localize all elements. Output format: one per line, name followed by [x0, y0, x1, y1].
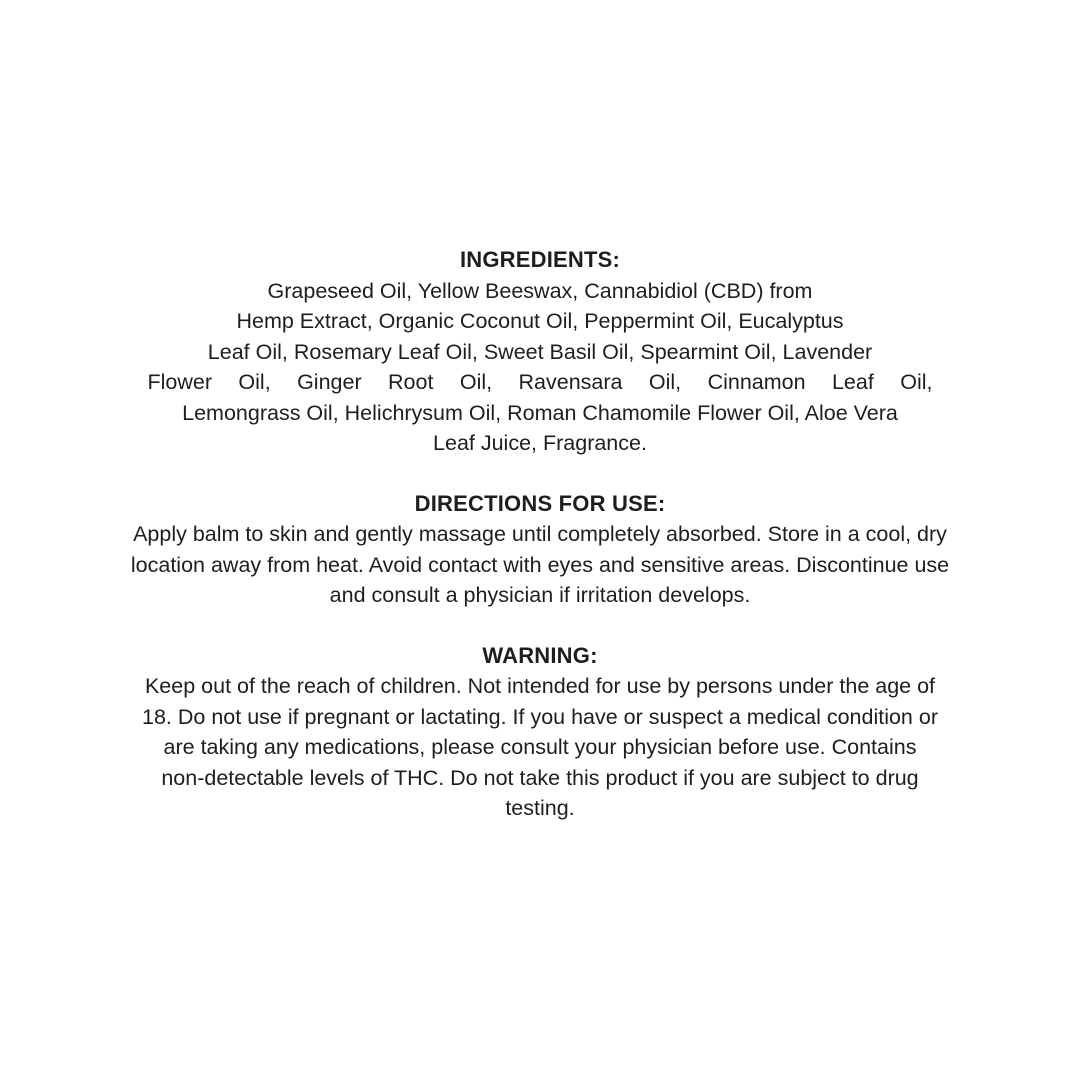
ingredient-word: Oil,: [238, 370, 271, 394]
directions-line: and consult a physician if irritation develops.: [329, 583, 751, 607]
ingredients-line-justified: [148, 367, 933, 398]
ingredients-line: Grapeseed Oil, Yellow Beeswax, Cannabidiol (CBD) from: [267, 278, 813, 303]
directions-line: Apply balm to skin and gently massage until completely absorbed. Store in a cool, dry: [133, 522, 947, 546]
ingredient-word: Ginger: [297, 370, 362, 394]
ingredients-line: Leaf Juice, Fragrance.: [433, 431, 647, 455]
ingredient-word: Leaf: [831, 370, 874, 394]
ingredient-word: Oil,: [648, 370, 682, 394]
warning-line: Keep out of the reach of children. Not intended for use by persons under the age of: [144, 674, 936, 698]
product-label-text: [0, 245, 1080, 854]
ingredients-line: Hemp Extract, Organic Coconut Oil, Peppermint Oil, Eucalyptus: [236, 309, 844, 333]
warning-section: [0, 641, 1080, 824]
warning-line: testing.: [505, 796, 575, 820]
ingredient-word: Oil,: [459, 370, 493, 394]
warning-heading: WARNING:: [482, 642, 598, 668]
directions-line: location away from heat. Avoid contact with eyes and sensitive areas. Discontinue use: [130, 552, 950, 577]
ingredients-section: [0, 245, 1080, 459]
ingredients-line: Lemongrass Oil, Helichrysum Oil, Roman Chamomile Flower Oil, Aloe Vera: [182, 400, 898, 425]
directions-section: [0, 489, 1080, 611]
ingredient-word: Flower: [147, 370, 213, 394]
ingredients-line: Leaf Oil, Rosemary Leaf Oil, Sweet Basil Oil, Spearmint Oil, Lavender: [207, 339, 873, 364]
ingredient-word: Ravensara: [518, 370, 623, 394]
ingredient-word: Cinnamon: [707, 370, 806, 394]
ingredients-heading: INGREDIENTS:: [459, 247, 621, 272]
ingredient-word: Oil,: [900, 370, 933, 394]
ingredient-word: Root: [388, 370, 434, 394]
warning-line: are taking any medications, please consult your physician before use. Contains: [163, 735, 917, 759]
directions-heading: DIRECTIONS FOR USE:: [414, 490, 666, 516]
warning-line: 18. Do not use if pregnant or lactating. If you have or suspect a medical condition or: [142, 704, 938, 729]
warning-line: non-detectable levels of THC. Do not take this product if you are subject to drug: [161, 765, 919, 790]
